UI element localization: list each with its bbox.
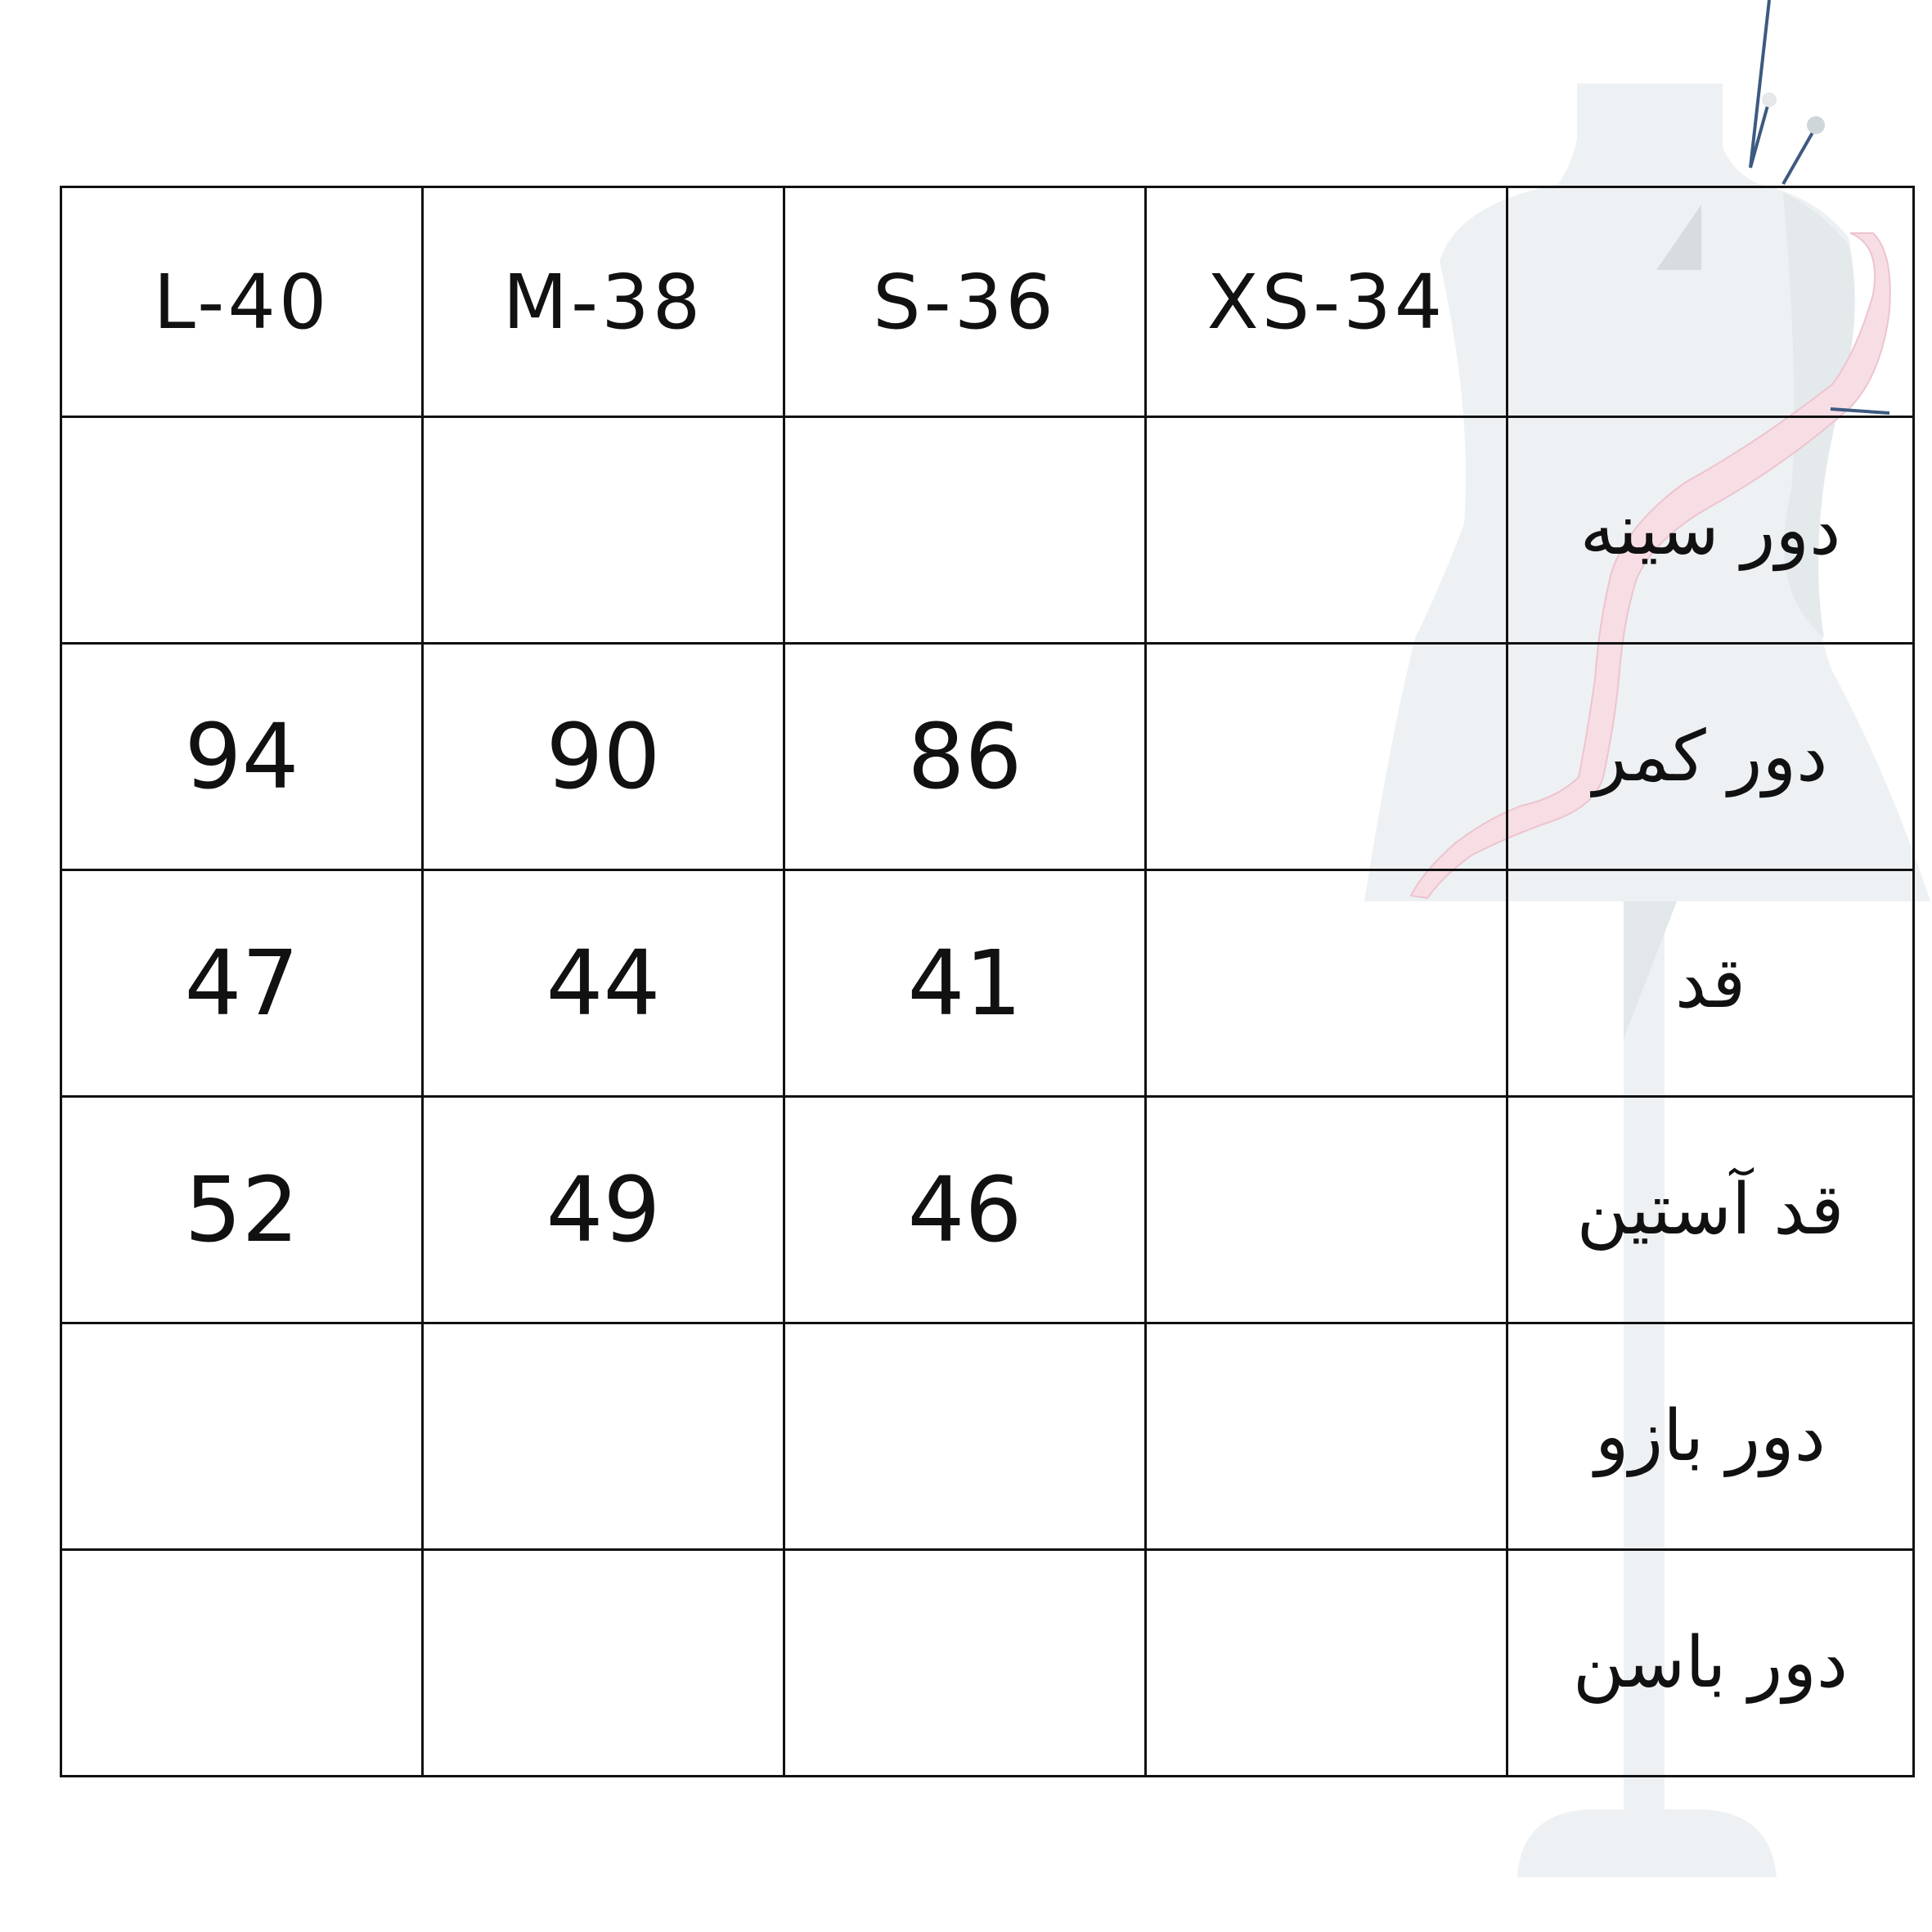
value-cell bbox=[1146, 1550, 1507, 1777]
value-cell: 86 bbox=[784, 644, 1146, 870]
row-label-text: قد bbox=[1674, 942, 1746, 1024]
value-cell bbox=[423, 1323, 784, 1550]
value-cell bbox=[423, 1550, 784, 1777]
table-row bbox=[61, 1550, 1914, 1777]
row-label-waist bbox=[1507, 644, 1914, 870]
size-chart-table bbox=[60, 186, 1915, 1777]
row-label-text: دور بازو bbox=[1595, 1395, 1826, 1477]
size-header-s36: S-36 bbox=[784, 187, 1146, 417]
header-row bbox=[61, 187, 1914, 417]
value-cell bbox=[784, 417, 1146, 644]
value-cell: 90 bbox=[423, 644, 784, 870]
row-label-sleeve-length bbox=[1507, 1097, 1914, 1323]
value-cell: 41 bbox=[784, 870, 1146, 1097]
table-row bbox=[61, 417, 1914, 644]
value-cell: 46 bbox=[784, 1097, 1146, 1323]
row-label-arm bbox=[1507, 1323, 1914, 1550]
row-label-text: دور کمر bbox=[1593, 716, 1828, 798]
row-label-chest bbox=[1507, 417, 1914, 644]
row-label-hip bbox=[1507, 1550, 1914, 1777]
value-cell bbox=[61, 417, 423, 644]
value-cell bbox=[784, 1323, 1146, 1550]
value-cell bbox=[1146, 1323, 1507, 1550]
value-cell bbox=[1146, 870, 1507, 1097]
value-cell bbox=[61, 1550, 423, 1777]
value-cell bbox=[784, 1550, 1146, 1777]
corner-cell bbox=[1507, 187, 1914, 417]
value-cell: 47 bbox=[61, 870, 423, 1097]
value-cell bbox=[1146, 644, 1507, 870]
value-cell: 49 bbox=[423, 1097, 784, 1323]
row-label-text: دور سینه bbox=[1579, 489, 1841, 571]
value-cell bbox=[1146, 417, 1507, 644]
size-header-m38: M-38 bbox=[423, 187, 784, 417]
table-row bbox=[61, 870, 1914, 1097]
value-cell bbox=[61, 1323, 423, 1550]
row-label-length bbox=[1507, 870, 1914, 1097]
table-row bbox=[61, 644, 1914, 870]
value-cell: 44 bbox=[423, 870, 784, 1097]
value-cell bbox=[1146, 1097, 1507, 1323]
table-row bbox=[61, 1097, 1914, 1323]
value-cell: 52 bbox=[61, 1097, 423, 1323]
size-header-l40: L-40 bbox=[61, 187, 423, 417]
size-header-xs34: XS-34 bbox=[1146, 187, 1507, 417]
value-cell: 94 bbox=[61, 644, 423, 870]
value-cell bbox=[423, 417, 784, 644]
row-label-text: قد آستین bbox=[1576, 1169, 1844, 1251]
table-row bbox=[61, 1323, 1914, 1550]
row-label-text: دور باسن bbox=[1572, 1622, 1849, 1704]
